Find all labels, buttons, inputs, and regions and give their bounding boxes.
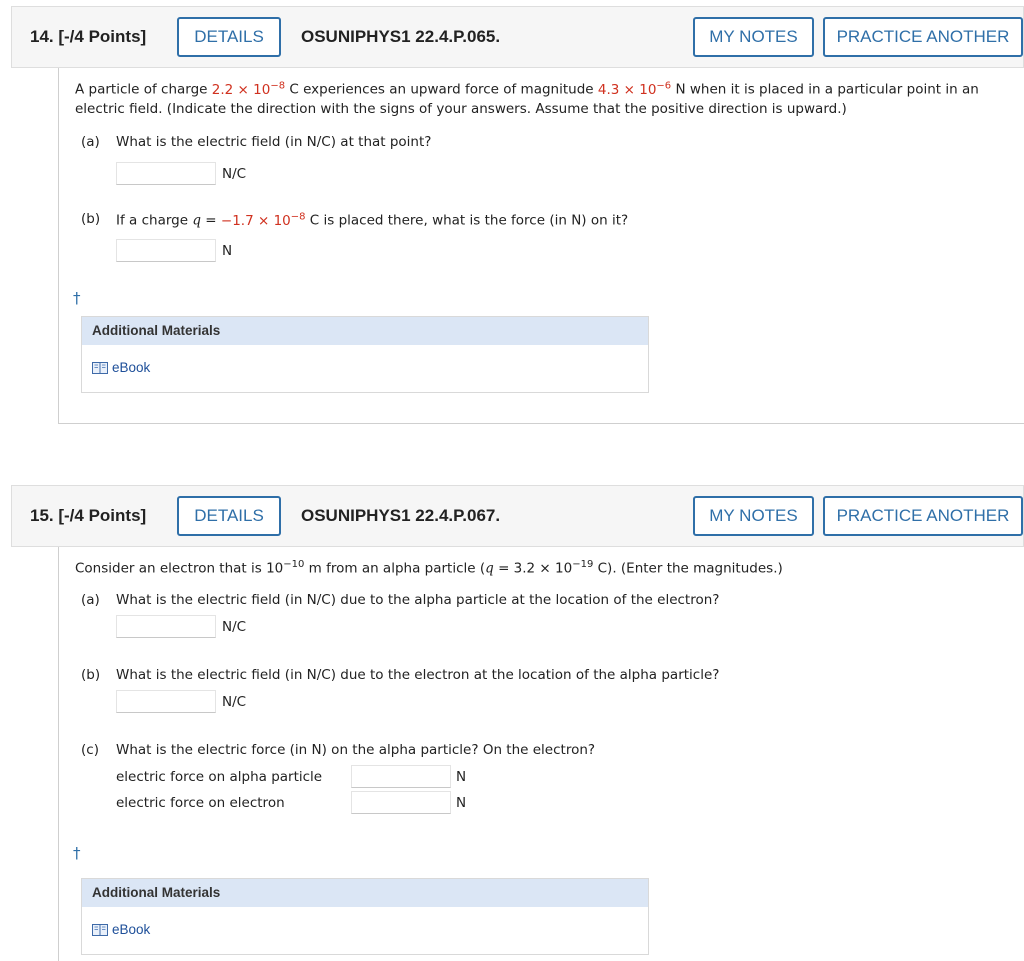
part-label: (c) — [81, 742, 99, 758]
ebook-label: eBook — [112, 360, 151, 375]
additional-materials-heading: Additional Materials — [82, 317, 648, 345]
answer-input[interactable] — [351, 791, 451, 814]
unit-label: N/C — [222, 619, 247, 635]
intro-text: A particle of charge — [75, 81, 212, 98]
question-text — [75, 80, 979, 98]
answer-input[interactable] — [116, 239, 216, 262]
part-question: What is the electric field (in N/C) due to the alpha particle at the location of the electron? — [116, 592, 720, 608]
unit-label: N — [456, 769, 467, 785]
additional-materials-heading: Additional Materials — [82, 879, 648, 907]
ebook-link[interactable] — [92, 360, 150, 375]
my-notes-button[interactable]: MY NOTES — [693, 496, 814, 536]
charge-value: $2.2 \times 10^{-8}$ — [211, 80, 286, 98]
ebook-link[interactable] — [92, 922, 150, 937]
unit-label: N/C — [222, 166, 247, 182]
book-icon — [92, 924, 108, 936]
dagger-icon: † — [73, 289, 81, 307]
unit-label: N/C — [222, 694, 247, 710]
intro-text: C experiences an upward force of magnitude — [285, 81, 598, 98]
dagger-icon: † — [73, 844, 81, 862]
problem-code: OSUNIPHYS1 22.4.P.067. — [301, 506, 501, 525]
question-points: 15. [-/4 Points] — [30, 506, 147, 525]
question-header — [11, 6, 1024, 68]
part-question: If a charge $q = -1.7 \times 10^{-8}$ C is placed there, what is the force (in N) on it? — [116, 211, 629, 229]
unit-label: N — [222, 243, 233, 259]
details-button[interactable]: DETAILS — [177, 496, 281, 536]
part-label: (a) — [81, 592, 100, 608]
question-text: Consider an electron that is $10^{-10}$ m from an alpha particle ($q = 3.2 \times 10^{-19}$ C). (Enter the magnitudes.) — [75, 559, 783, 577]
unit-label: N — [456, 795, 467, 811]
intro-text: N when it is placed in a particular point in an — [671, 81, 979, 98]
part-question: What is the electric force (in N) on the alpha particle? On the electron? — [116, 742, 596, 758]
question-header — [11, 485, 1024, 547]
question-text-line2: electric field. (Indicate the direction with the signs of your answers. Assume that the positive direction is upward.) — [75, 101, 847, 117]
answer-input[interactable] — [116, 615, 216, 638]
question-body — [58, 68, 1024, 424]
problem-code: OSUNIPHYS1 22.4.P.065. — [301, 27, 501, 46]
question-body — [58, 547, 1024, 961]
answer-input[interactable] — [351, 765, 451, 788]
part-label: (a) — [81, 134, 100, 150]
practice-another-button[interactable]: PRACTICE ANOTHER — [823, 17, 1023, 57]
additional-materials-panel — [81, 878, 649, 955]
additional-materials-panel — [81, 316, 649, 393]
part-question: What is the electric field (in N/C) at that point? — [116, 134, 432, 150]
book-icon — [92, 362, 108, 374]
row-label: electric force on alpha particle — [116, 769, 323, 785]
practice-another-button[interactable]: PRACTICE ANOTHER — [823, 496, 1023, 536]
question-15 — [0, 485, 1024, 961]
answer-input[interactable] — [116, 162, 216, 185]
row-label: electric force on electron — [116, 795, 285, 811]
ebook-label: eBook — [112, 922, 151, 937]
part-question: What is the electric field (in N/C) due to the electron at the location of the alpha particle? — [116, 667, 720, 683]
my-notes-button[interactable]: MY NOTES — [693, 17, 814, 57]
part-label: (b) — [81, 211, 101, 227]
details-button[interactable]: DETAILS — [177, 17, 281, 57]
question-points: 14. [-/4 Points] — [30, 27, 147, 46]
answer-input[interactable] — [116, 690, 216, 713]
part-label: (b) — [81, 667, 101, 683]
question-14 — [0, 6, 1024, 424]
force-value: $4.3 \times 10^{-6}$ — [597, 80, 672, 98]
charge-value: $-1.7 \times 10^{-8}$ — [220, 211, 306, 229]
